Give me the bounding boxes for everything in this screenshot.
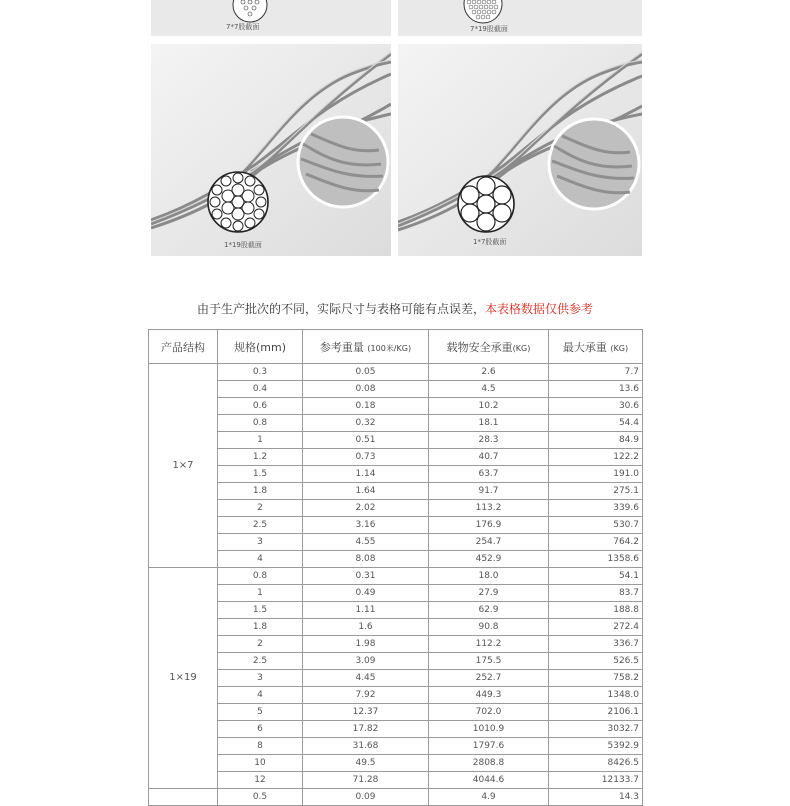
- header-safe-load-unit: (KG): [512, 343, 531, 353]
- safe-load-cell: 112.2: [429, 636, 549, 653]
- max-load-cell: 764.2: [549, 534, 643, 551]
- safe-load-cell: 252.7: [429, 670, 549, 687]
- safe-load-cell: 702.0: [429, 704, 549, 721]
- spec-cell: 10: [218, 755, 303, 772]
- spec-cell: 2.5: [218, 517, 303, 534]
- spec-cell: 1.8: [218, 619, 303, 636]
- safe-load-cell: 175.5: [429, 653, 549, 670]
- weight-cell: 2.02: [303, 500, 429, 517]
- table-row: [149, 364, 643, 381]
- safe-load-cell: 452.9: [429, 551, 549, 568]
- structure-cell: 1×7: [149, 364, 218, 568]
- safe-load-cell: 18.0: [429, 568, 549, 585]
- weight-cell: 8.08: [303, 551, 429, 568]
- product-image-7x7-section: [151, 0, 391, 36]
- safe-load-cell: 18.1: [429, 415, 549, 432]
- spec-table: [148, 329, 643, 806]
- max-load-cell: 339.6: [549, 500, 643, 517]
- safe-load-cell: 1797.6: [429, 738, 549, 755]
- table-row: [149, 534, 643, 551]
- weight-cell: 1.14: [303, 466, 429, 483]
- max-load-cell: 30.6: [549, 398, 643, 415]
- safe-load-cell: 2.6: [429, 364, 549, 381]
- weight-cell: 31.68: [303, 738, 429, 755]
- table-row: [149, 653, 643, 670]
- max-load-cell: 188.8: [549, 602, 643, 619]
- table-row: [149, 704, 643, 721]
- spec-cell: 5: [218, 704, 303, 721]
- spec-cell: 3: [218, 670, 303, 687]
- safe-load-cell: 4044.6: [429, 772, 549, 789]
- header-structure: 产品结构: [149, 330, 218, 364]
- weight-cell: 1.64: [303, 483, 429, 500]
- safe-load-cell: 27.9: [429, 585, 549, 602]
- max-load-cell: 2106.1: [549, 704, 643, 721]
- weight-cell: 0.08: [303, 381, 429, 398]
- spec-cell: 0.4: [218, 381, 303, 398]
- table-row: [149, 585, 643, 602]
- header-weight: [303, 330, 429, 364]
- spec-cell: 0.8: [218, 415, 303, 432]
- safe-load-cell: 91.7: [429, 483, 549, 500]
- caption-7x7: 7*7股截面: [226, 23, 260, 31]
- spec-cell: 1: [218, 585, 303, 602]
- safe-load-cell: 62.9: [429, 602, 549, 619]
- spec-cell: 2.5: [218, 653, 303, 670]
- structure-cell: [149, 789, 218, 806]
- safe-load-cell: 113.2: [429, 500, 549, 517]
- cross-section-7x7-icon: [151, 0, 391, 36]
- cross-section-7x19-icon: [398, 0, 642, 36]
- table-row: [149, 721, 643, 738]
- header-max-load-label: 最大承重: [562, 340, 607, 354]
- spec-cell: 2: [218, 500, 303, 517]
- header-safe-load: [429, 330, 549, 364]
- spec-cell: 0.3: [218, 364, 303, 381]
- weight-cell: 4.45: [303, 670, 429, 687]
- max-load-cell: 530.7: [549, 517, 643, 534]
- table-row: [149, 381, 643, 398]
- max-load-cell: 3032.7: [549, 721, 643, 738]
- safe-load-cell: 254.7: [429, 534, 549, 551]
- max-load-cell: 12133.7: [549, 772, 643, 789]
- max-load-cell: 83.7: [549, 585, 643, 602]
- safe-load-cell: 2808.8: [429, 755, 549, 772]
- caption-7x19: 7*19股截面: [470, 25, 508, 33]
- table-row: [149, 738, 643, 755]
- header-safe-load-label: 载物安全承重: [446, 340, 513, 354]
- table-row: [149, 500, 643, 517]
- header-max-load-unit: (KG): [610, 343, 629, 353]
- safe-load-cell: 28.3: [429, 432, 549, 449]
- disclaimer-highlight: 本表格数据仅供参考: [485, 302, 594, 316]
- safe-load-cell: 4.9: [429, 789, 549, 806]
- spec-cell: 1.5: [218, 466, 303, 483]
- product-image-1x19-wire: [151, 44, 391, 256]
- spec-cell: 0.5: [218, 789, 303, 806]
- max-load-cell: 7.7: [549, 364, 643, 381]
- max-load-cell: 54.4: [549, 415, 643, 432]
- table-row: [149, 517, 643, 534]
- max-load-cell: 275.1: [549, 483, 643, 500]
- weight-cell: 7.92: [303, 687, 429, 704]
- safe-load-cell: 63.7: [429, 466, 549, 483]
- safe-load-cell: 4.5: [429, 381, 549, 398]
- safe-load-cell: 90.8: [429, 619, 549, 636]
- table-row: [149, 789, 643, 806]
- weight-cell: 0.73: [303, 449, 429, 466]
- safe-load-cell: 1010.9: [429, 721, 549, 738]
- product-image-7x19-section: [398, 0, 642, 36]
- max-load-cell: 272.4: [549, 619, 643, 636]
- safe-load-cell: 40.7: [429, 449, 549, 466]
- max-load-cell: 122.2: [549, 449, 643, 466]
- max-load-cell: 1348.0: [549, 687, 643, 704]
- max-load-cell: 14.3: [549, 789, 643, 806]
- max-load-cell: 8426.5: [549, 755, 643, 772]
- weight-cell: 3.16: [303, 517, 429, 534]
- table-row: [149, 483, 643, 500]
- max-load-cell: 526.5: [549, 653, 643, 670]
- max-load-cell: 54.1: [549, 568, 643, 585]
- header-spec: 规格(mm): [218, 330, 303, 364]
- table-header-row: [149, 330, 643, 364]
- table-row: [149, 551, 643, 568]
- spec-cell: 6: [218, 721, 303, 738]
- table-row: [149, 755, 643, 772]
- header-max-load: [549, 330, 643, 364]
- table-row: [149, 449, 643, 466]
- weight-cell: 3.09: [303, 653, 429, 670]
- spec-cell: 8: [218, 738, 303, 755]
- spec-cell: 1.8: [218, 483, 303, 500]
- spec-cell: 4: [218, 687, 303, 704]
- spec-cell: 12: [218, 772, 303, 789]
- table-row: [149, 670, 643, 687]
- max-load-cell: 191.0: [549, 466, 643, 483]
- wire-rope-1x19-illustration: [151, 44, 391, 256]
- spec-cell: 0.6: [218, 398, 303, 415]
- weight-cell: 0.49: [303, 585, 429, 602]
- table-row: [149, 466, 643, 483]
- max-load-cell: 13.6: [549, 381, 643, 398]
- spec-table-body: [149, 364, 643, 806]
- spec-cell: 0.8: [218, 568, 303, 585]
- safe-load-cell: 449.3: [429, 687, 549, 704]
- spec-cell: 1: [218, 432, 303, 449]
- weight-cell: 0.05: [303, 364, 429, 381]
- weight-cell: 12.37: [303, 704, 429, 721]
- caption-1x7: 1*7股截面: [473, 238, 507, 246]
- table-row: [149, 415, 643, 432]
- weight-cell: 0.31: [303, 568, 429, 585]
- spec-cell: 1.5: [218, 602, 303, 619]
- weight-cell: 1.6: [303, 619, 429, 636]
- disclaimer-notice: [0, 300, 790, 317]
- structure-cell: 1×19: [149, 568, 218, 789]
- spec-cell: 3: [218, 534, 303, 551]
- table-row: [149, 568, 643, 585]
- table-row: [149, 619, 643, 636]
- table-row: [149, 432, 643, 449]
- max-load-cell: 84.9: [549, 432, 643, 449]
- weight-cell: 49.5: [303, 755, 429, 772]
- spec-cell: 1.2: [218, 449, 303, 466]
- weight-cell: 0.51: [303, 432, 429, 449]
- wire-rope-1x7-illustration: [398, 44, 642, 256]
- table-row: [149, 398, 643, 415]
- weight-cell: 0.09: [303, 789, 429, 806]
- spec-cell: 4: [218, 551, 303, 568]
- safe-load-cell: 10.2: [429, 398, 549, 415]
- header-weight-label: 参考重量: [319, 340, 364, 354]
- product-image-1x7-wire: [398, 44, 642, 256]
- weight-cell: 1.11: [303, 602, 429, 619]
- weight-cell: 4.55: [303, 534, 429, 551]
- caption-1x19: 1*19股截面: [224, 241, 262, 249]
- table-row: [149, 636, 643, 653]
- weight-cell: 0.32: [303, 415, 429, 432]
- max-load-cell: 1358.6: [549, 551, 643, 568]
- weight-cell: 1.98: [303, 636, 429, 653]
- table-row: [149, 687, 643, 704]
- table-row: [149, 602, 643, 619]
- weight-cell: 0.18: [303, 398, 429, 415]
- safe-load-cell: 176.9: [429, 517, 549, 534]
- max-load-cell: 5392.9: [549, 738, 643, 755]
- spec-cell: 2: [218, 636, 303, 653]
- disclaimer-text: 由于生产批次的不同，实际尺寸与表格可能有点误差，: [196, 302, 485, 316]
- table-row: [149, 772, 643, 789]
- weight-cell: 17.82: [303, 721, 429, 738]
- weight-cell: 71.28: [303, 772, 429, 789]
- max-load-cell: 336.7: [549, 636, 643, 653]
- header-weight-unit: (100米/KG): [367, 343, 412, 353]
- max-load-cell: 758.2: [549, 670, 643, 687]
